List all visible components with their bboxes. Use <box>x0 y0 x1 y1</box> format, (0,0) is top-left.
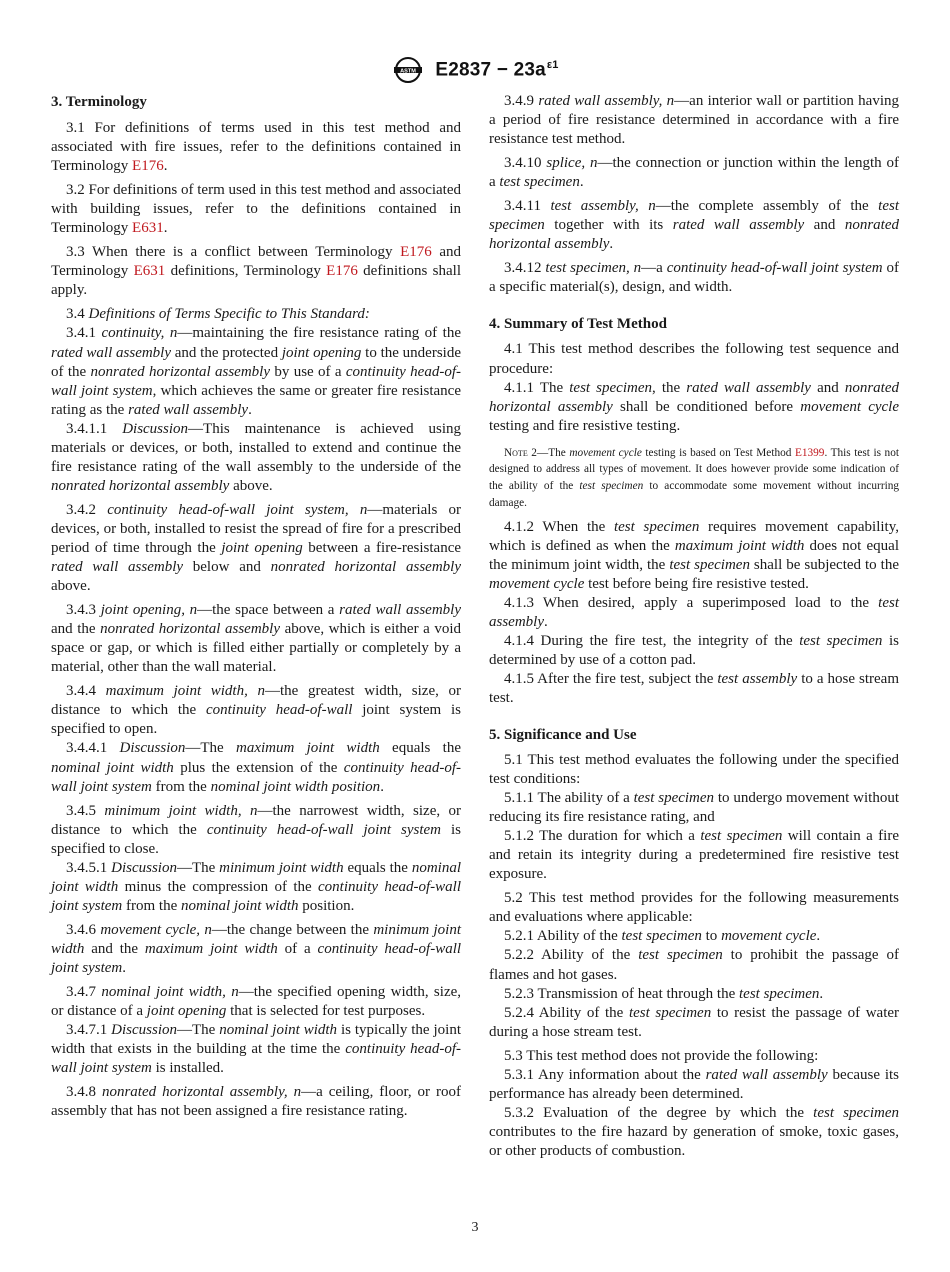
para-3-4-11: 3.4.11 test assembly, n—the complete assembly of the test specimen together with its rated wall assembly and nonrated horizontal assembly. <box>489 198 899 253</box>
para-5-2-4: 5.2.4 Ability of the test specimen to resist the passage of water during a hose stream test. <box>489 1004 900 1040</box>
para-5-2-1: 5.2.1 Ability of the test specimen to movement cycle. <box>504 928 821 945</box>
note-2: Note 2—The movement cycle testing is based on Test Method E1399. This test is not designed to address all types of movement. It does however provide some indication of the ability of the test specimen to accommodate some movement without incurring damage. <box>489 446 900 509</box>
left-column <box>51 92 461 1121</box>
ref-link-e631[interactable]: E631 <box>132 220 164 237</box>
para-3-4-2: 3.4.2 continuity head-of-wall joint system, n—materials or devices, or both, installed to resist the spread of fire for a prescribed period of time through the joint opening between a fire-resistance rated wall assembly below and nonrated horizontal assembly above. <box>51 501 462 595</box>
para-4-1-1: 4.1.1 The test specimen, the rated wall assembly and nonrated horizontal assembly shall be conditioned before movement cycle testing and fire resistive testing. <box>489 379 899 434</box>
para-3-4-6: 3.4.6 movement cycle, n—the change between the minimum joint width and the maximum joint width of a continuity head-of-wall joint system. <box>51 921 462 976</box>
para-5-1-2: 5.1.2 The duration for which a test specimen will contain a fire and retain its integrity during a predetermined fire resistive test exposure. <box>489 828 900 883</box>
section-4-heading: 4. Summary of Test Method <box>489 316 667 333</box>
para-3-4-4: 3.4.4 maximum joint width, n—the greatest width, size, or distance to which the continuity head-of-wall joint system is specified to open. <box>51 683 461 738</box>
section-5-heading: 5. Significance and Use <box>489 726 637 743</box>
ref-link-e176[interactable]: E176 <box>132 158 164 175</box>
right-column <box>489 92 899 1161</box>
para-3-4-7: 3.4.7 nominal joint width, n—the specified opening width, size, or distance of a joint opening that is selected for test purposes. <box>51 984 462 1020</box>
para-5-1-1: 5.1.1 The ability of a test specimen to undergo movement without reducing its fire resistance rating, and <box>489 790 899 826</box>
para-5-3-2: 5.3.2 Evaluation of the degree by which the test specimen contributes to the fire hazard by generation of smoke, toxic gases, or other products of combustion. <box>489 1104 899 1159</box>
ref-link-e631[interactable]: E631 <box>133 263 166 280</box>
para-3-4-1-1: 3.4.1.1 Discussion—This maintenance is achieved using materials or devices, or both, installed to extend and continue the fire resistance rating of the wall assembly to the underside of the nonrated horizontal assembly above. <box>51 420 461 494</box>
page-number: 3 <box>471 1220 479 1235</box>
para-4-1-3: 4.1.3 When desired, apply a superimposed load to the test assembly. <box>489 594 899 630</box>
para-3-4-5: 3.4.5 minimum joint width, n—the narrowest width, size, or distance to which the continuity head-of-wall joint system is specified to close. <box>51 802 461 857</box>
para-3-4-12: 3.4.12 test specimen, n—a continuity head-of-wall joint system of a specific material(s), design, and width. <box>489 260 900 296</box>
ref-link-e176[interactable]: E176 <box>400 244 432 261</box>
ref-link-e1399[interactable]: E1399 <box>794 446 825 459</box>
para-3-4-9: 3.4.9 rated wall assembly, n—an interior wall or partition having a period of fire resistance determined in accordance with a fire resistance test method. <box>489 93 900 148</box>
para-5-2-3: 5.2.3 Transmission of heat through the test specimen. <box>504 985 824 1002</box>
para-5-2: 5.2 This test method provides for the following measurements and evaluations where applicable: <box>489 890 899 926</box>
para-3-3: 3.3 When there is a conflict between Terminology E176 and Terminology E631 definitions, Terminology E176 definitions shall apply. <box>51 244 461 299</box>
para-3-1: 3.1 For definitions of terms used in this test method and associated with fire issues, refer to the definitions contained in Terminology E176. <box>51 120 461 175</box>
ref-link-e176[interactable]: E176 <box>326 263 358 280</box>
para-3-4-1: 3.4.1 continuity, n—maintaining the fire resistance rating of the rated wall assembly and the protected joint opening to the underside of the nonrated horizontal assembly by use of a continuity head-of-wall joint system, which achieves the same or greater fire resistance rating as the rated wall assembly. <box>51 325 461 418</box>
para-5-1: 5.1 This test method evaluates the following under the specified test conditions: <box>489 751 899 788</box>
para-3-4-10: 3.4.10 splice, n—the connection or junction within the length of a test specimen. <box>489 155 899 191</box>
para-4-1-5: 4.1.5 After the fire test, subject the test assembly to a hose stream test. <box>489 670 899 706</box>
para-3-2: 3.2 For definitions of term used in this test method and associated with building issues, refer to the definitions contained in Terminology E631. <box>51 182 461 237</box>
para-3-4-8: 3.4.8 nonrated horizontal assembly, n—a ceiling, floor, or roof assembly that has not been assigned a fire resistance rating. <box>51 1084 461 1120</box>
para-3-4-5-1: 3.4.5.1 Discussion—The minimum joint width equals the nominal joint width minus the compression of the continuity head-of-wall joint system from the nominal joint width position. <box>51 859 461 914</box>
para-3-4-3: 3.4.3 joint opening, n—the space between a rated wall assembly and the nonrated horizontal assembly above, which is either a void space or gap, or which is filled either partially or completely by a material, other than the wall material. <box>51 602 461 676</box>
para-3-4-7-1: 3.4.7.1 Discussion—The nominal joint width is typically the joint width that exists in the building at the time the continuity head-of-wall joint system is installed. <box>51 1022 461 1077</box>
section-3-heading: 3. Terminology <box>51 94 147 110</box>
page-header <box>0 56 950 84</box>
para-4-1-2: 4.1.2 When the test specimen requires movement capability, which is defined as when the maximum joint width does not equal the minimum joint width, the test specimen shall be subjected to the movement cycle test before being fire resistive tested. <box>489 518 899 592</box>
para-3-4-4-1: 3.4.4.1 Discussion—The maximum joint width equals the nominal joint width plus the extension of the continuity head-of-wall joint system from the nominal joint width position. <box>51 740 461 795</box>
para-5-3: 5.3 This test method does not provide the following: <box>504 1047 819 1064</box>
para-5-2-2: 5.2.2 Ability of the test specimen to prohibit the passage of flames and hot gases. <box>489 947 899 983</box>
svg-text:ASTM: ASTM <box>400 68 417 75</box>
para-5-3-1: 5.3.1 Any information about the rated wall assembly because its performance has already been determined. <box>489 1066 899 1102</box>
para-4-1: 4.1 This test method describes the following test sequence and procedure: <box>489 341 899 377</box>
document-id: $E2837 - 23a^{\varepsilon 1}$ <box>435 58 559 81</box>
astm-logo-icon <box>391 56 425 84</box>
para-4-1-4: 4.1.4 During the fire test, the integrity of the test specimen is determined by use of a cotton pad. <box>489 632 900 668</box>
para-3-4: 3.4 Definitions of Terms Specific to This Standard: <box>66 306 370 323</box>
